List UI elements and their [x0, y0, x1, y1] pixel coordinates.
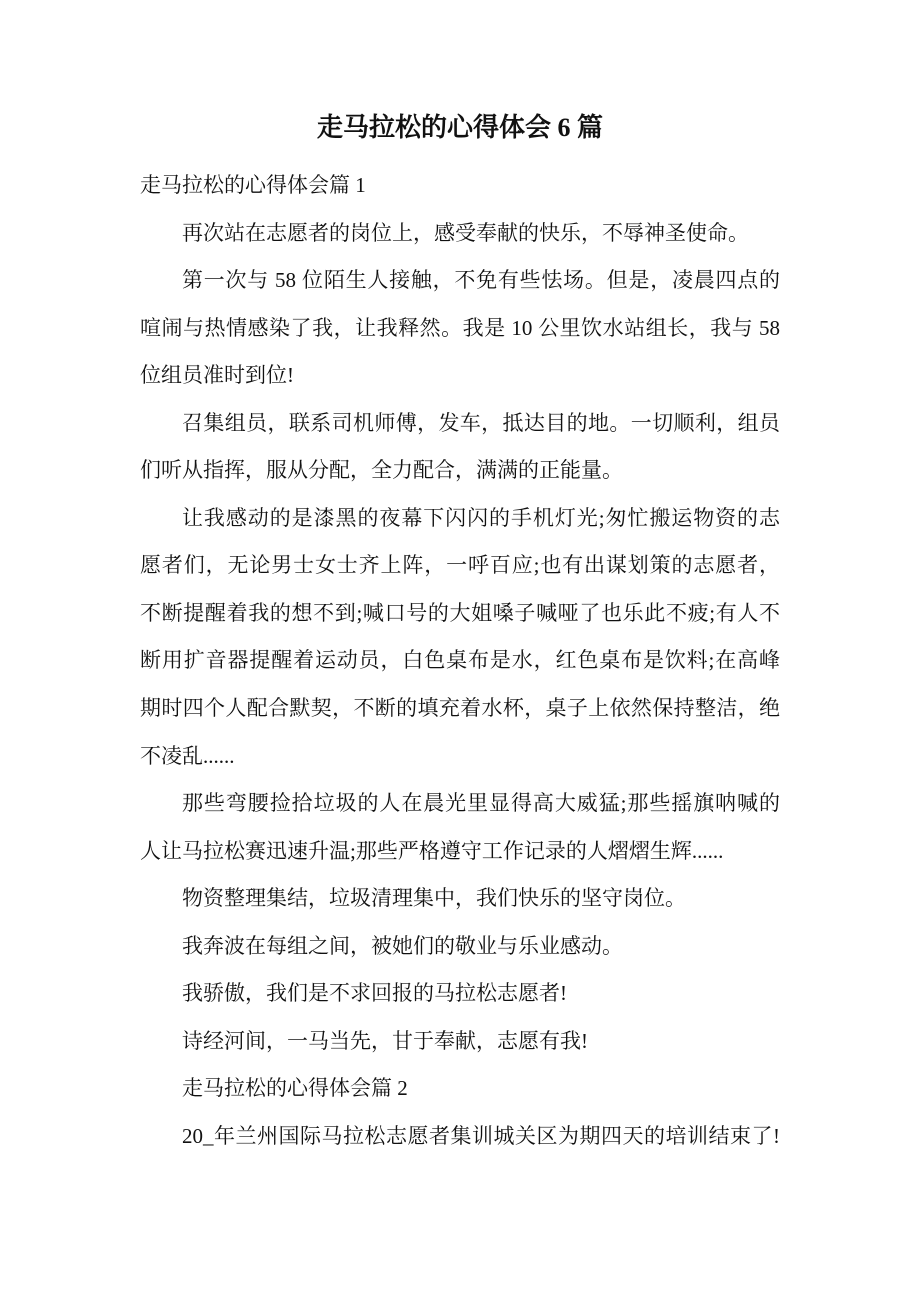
- body-text-line: 我骄傲，我们是不求回报的马拉松志愿者!: [182, 981, 567, 1006]
- body-text-line: 们听从指挥，服从分配，全力配合，满满的正能量。: [140, 458, 623, 483]
- body-text-line: 召集组员，联系司机师傅，发车，抵达目的地。一切顺利，组员: [182, 410, 780, 435]
- body-text-line: 位组员准时到位!: [140, 363, 294, 388]
- body-text-line: 物资整理集结，垃圾清理集中，我们快乐的坚守岗位。: [182, 886, 686, 911]
- body-text-line: 断用扩音器提醒着运动员，白色桌布是水，红色桌布是饮料;在高峰: [140, 648, 780, 673]
- document-title: 走马拉松的心得体会 6 篇: [316, 113, 603, 142]
- body-text-line: 那些弯腰捡拾垃圾的人在晨光里显得高大威猛;那些摇旗呐喊的: [182, 791, 780, 816]
- body-text-line: 再次站在志愿者的岗位上，感受奉献的快乐，不辱神圣使命。: [182, 220, 749, 245]
- body-text-line: 不凌乱......: [140, 743, 235, 768]
- body-text-line: 期时四个人配合默契，不断的填充着水杯，桌子上依然保持整洁，绝: [140, 696, 780, 721]
- section-heading-line: 走马拉松的心得体会篇 2: [182, 1076, 408, 1101]
- body-text-line: 人让马拉松赛迅速升温;那些严格遵守工作记录的人熠熠生辉......: [140, 838, 724, 863]
- body-text-line: 喧闹与热情感染了我，让我释然。我是 10 公里饮水站组长，我与 58: [140, 315, 780, 340]
- body-text-line: 我奔波在每组之间，被她们的敬业与乐业感动。: [182, 933, 623, 958]
- body-text-line: 愿者们，无论男士女士齐上阵，一呼百应;也有出谋划策的志愿者，: [140, 553, 780, 578]
- section-heading-line: 走马拉松的心得体会篇 1: [140, 173, 366, 197]
- body-text-line: 第一次与 58 位陌生人接触，不免有些怯场。但是，凌晨四点的: [182, 268, 780, 293]
- document-body: [140, 162, 780, 1160]
- body-text-line: 让我感动的是漆黑的夜幕下闪闪的手机灯光;匆忙搬运物资的志: [182, 505, 780, 530]
- body-text-line: 不断提醒着我的想不到;喊口号的大姐嗓子喊哑了也乐此不疲;有人不: [140, 600, 780, 625]
- body-text-line: 20_年兰州国际马拉松志愿者集训城关区为期四天的培训结束了!: [182, 1123, 780, 1148]
- body-text-line: 诗经河间，一马当先，甘于奉献，志愿有我!: [182, 1028, 588, 1053]
